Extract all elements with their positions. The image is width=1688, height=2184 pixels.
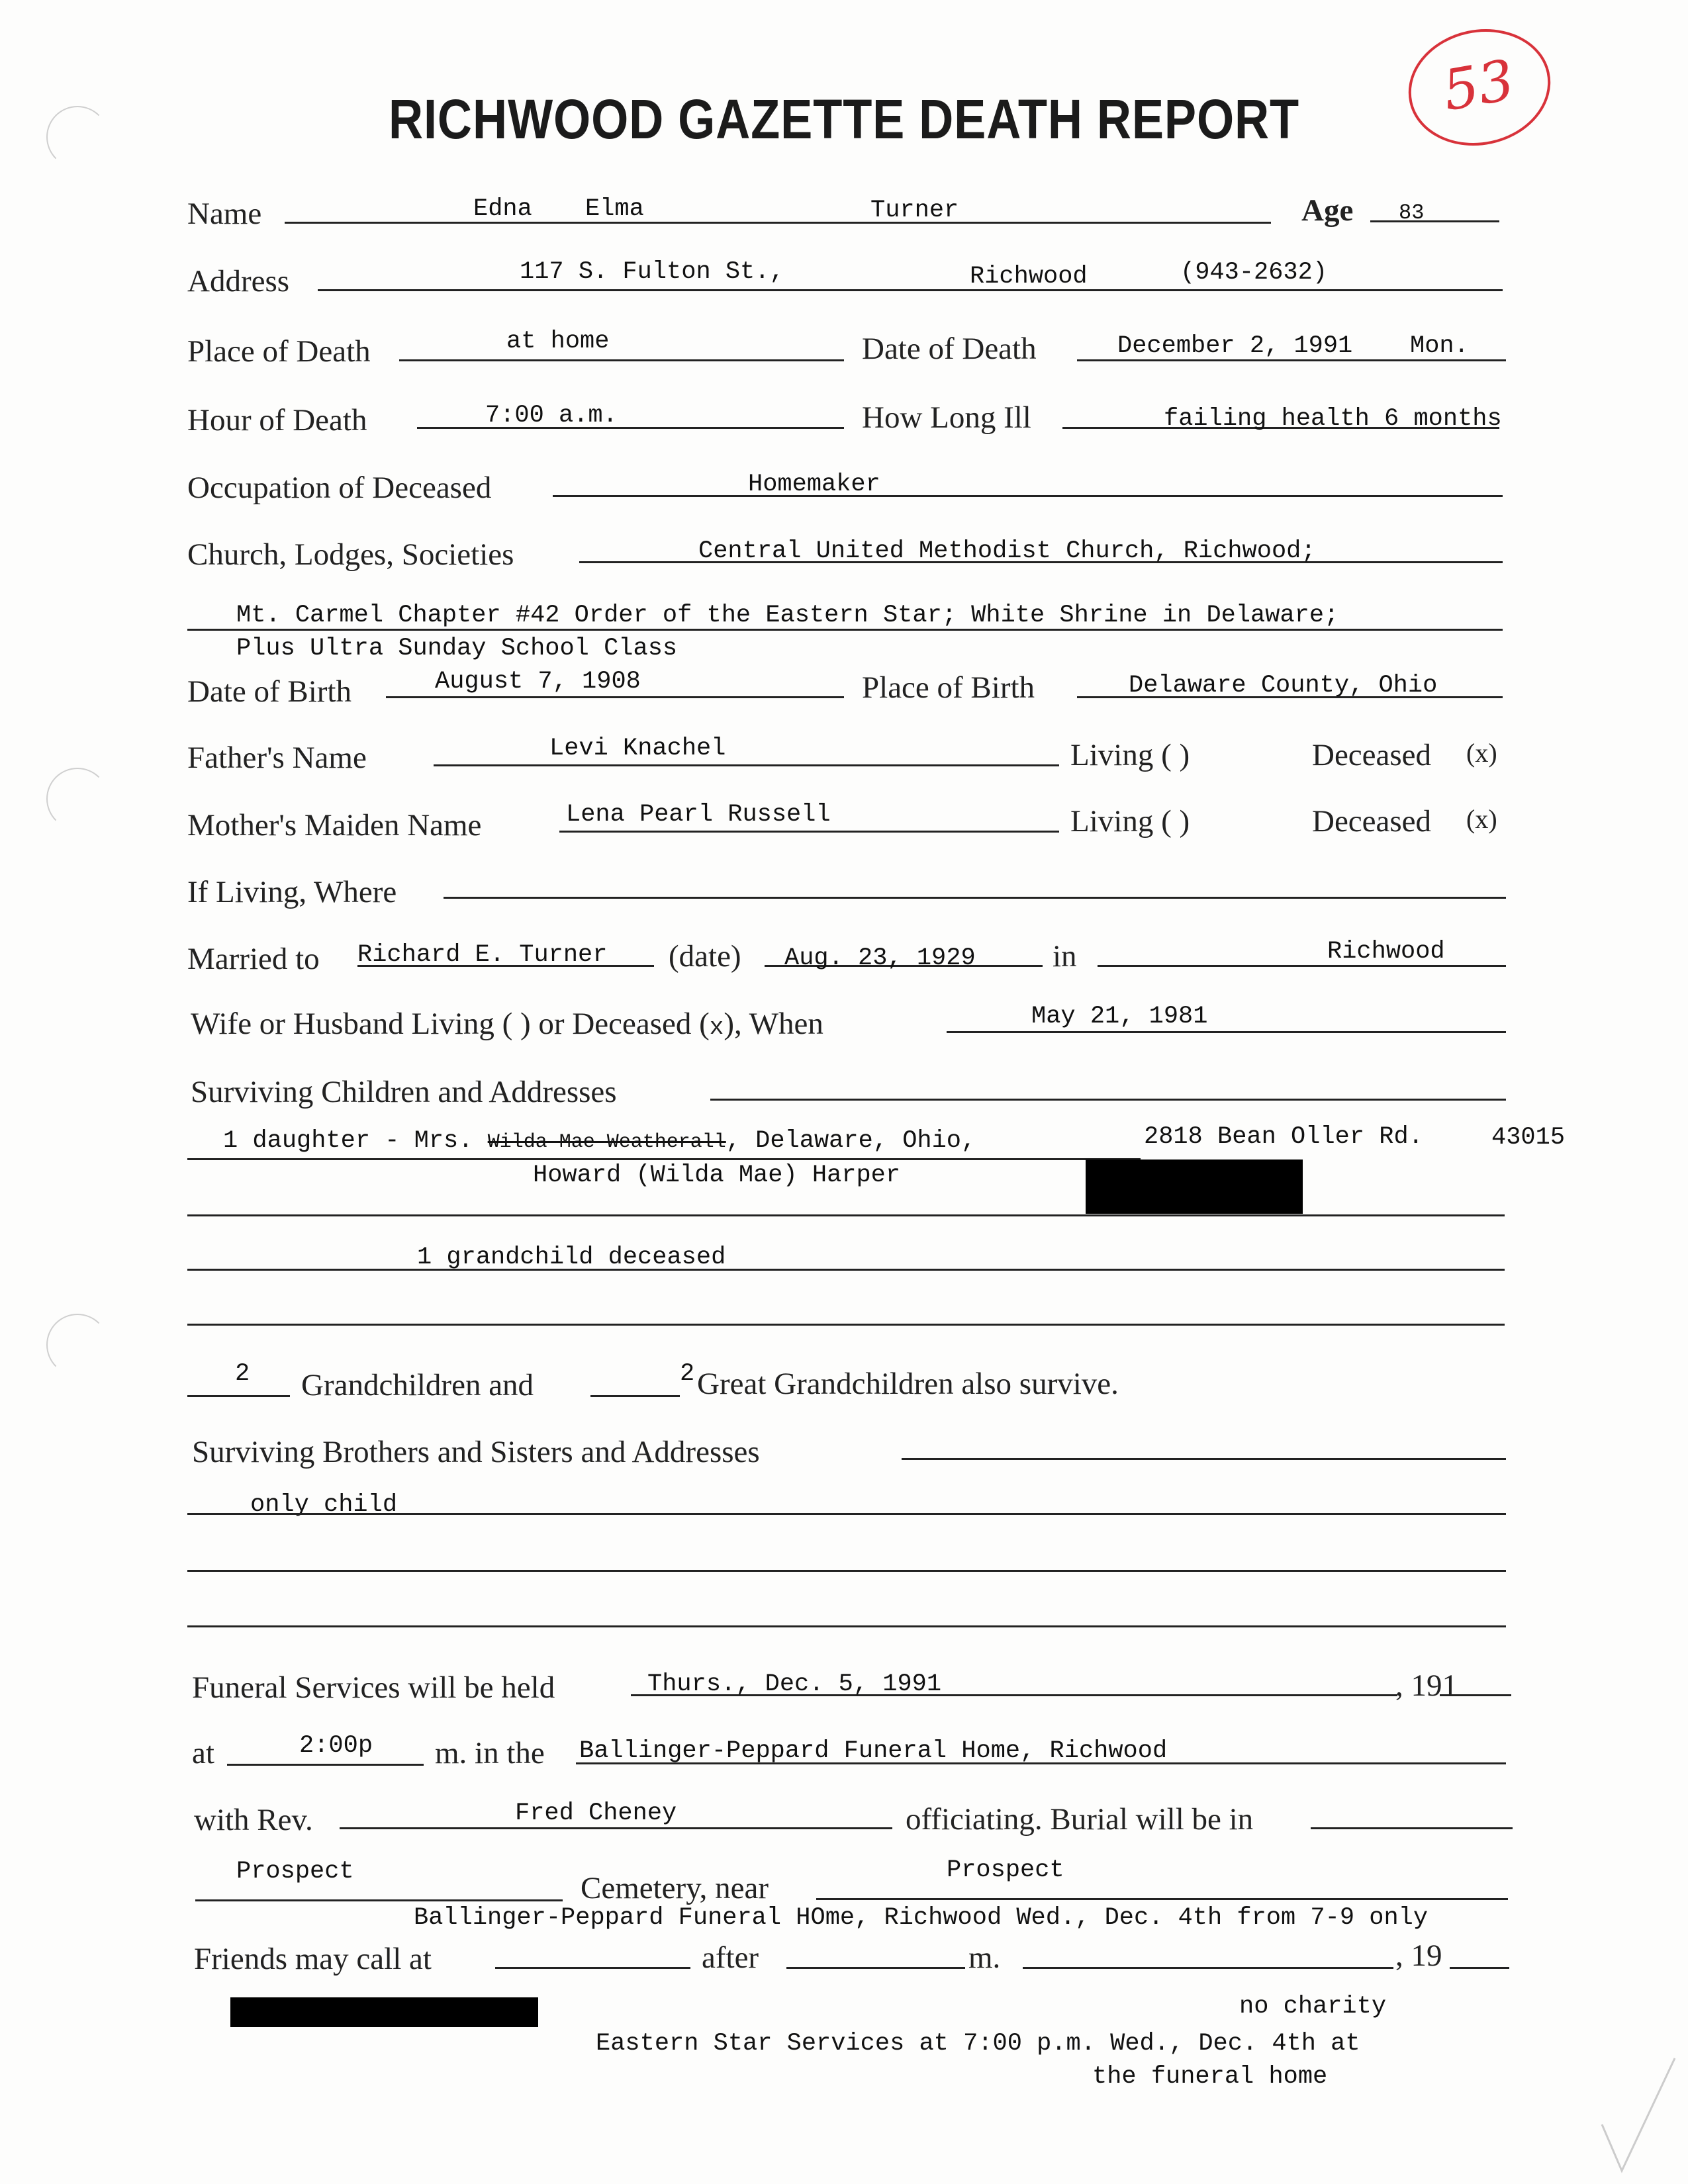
marriage-date-value: Aug. 23, 1929 [784,944,976,972]
redaction-box-2 [230,1997,538,2027]
friends-call-value: Ballinger-Peppard Funeral HOme, Richwood Wed., Dec. 4th from 7-9 only [414,1904,1429,1932]
funeral-held-label: Funeral Services will be held [192,1670,555,1705]
how-long-ill-label: How Long Ill [862,400,1031,435]
phone-value: (943-2632) [1180,259,1328,287]
street-value: 117 S. Fulton St., [520,258,784,286]
after-label: after [702,1940,759,1975]
fathers-name-label: Father's Name [187,741,367,775]
age-label: Age [1301,193,1354,228]
funeral-m-in-the-label: m. in the [435,1736,545,1770]
father-living-label: Living ( ) [1070,738,1190,772]
funeral-19-label: , 191 [1395,1668,1458,1703]
children-zip: 43015 [1491,1124,1566,1152]
officiating-label: officiating. Burial will be in [906,1802,1254,1837]
friends-19-label: , 19 [1395,1938,1442,1973]
eastern-star-note-line2: the funeral home [1092,2063,1328,2091]
redaction-box-1 [1086,1160,1303,1214]
day-of-death-value: Mon. [1410,332,1469,360]
corner-fold-mark [1595,2045,1681,2177]
funeral-at-label: at [192,1736,214,1770]
church-line3-value: Plus Ultra Sunday School Class [236,635,678,662]
spouse-deceased-mark: x [709,1014,724,1041]
place-of-birth-label: Place of Birth [862,670,1035,705]
m-label: m. [968,1940,1001,1975]
mother-deceased-label: Deceased [1312,804,1432,839]
surviving-siblings-label: Surviving Brothers and Sisters and Addresses [192,1435,760,1469]
occupation-value: Homemaker [748,471,880,498]
children-address: 2818 Bean Oller Rd. [1144,1123,1423,1151]
mothers-maiden-name-value: Lena Pearl Russell [566,801,831,829]
cemetery-near-value: Prospect [947,1856,1064,1884]
friends-may-call-label: Friends may call at [194,1942,432,1976]
funeral-time-value: 2:00p [299,1732,373,1760]
funeral-location-value: Ballinger-Peppard Funeral Home, Richwood [579,1737,1168,1765]
grandchild-deceased: 1 grandchild deceased [417,1244,726,1271]
date-of-death-value: December 2, 1991 [1117,332,1353,360]
grandchildren-and-label: Grandchildren and [301,1368,534,1402]
cemetery-near-label: Cemetery, near [581,1871,769,1905]
marriage-place-value: Richwood [1327,938,1445,966]
spouse-name-value: Richard E. Turner [357,941,608,969]
married-to-label: Married to [187,942,320,976]
spouse-status-label: Wife or Husband Living ( ) or Deceased (x), When [191,1007,823,1041]
children-prefix: 1 daughter - Mrs. [223,1127,473,1155]
date-of-birth-label: Date of Birth [187,674,352,709]
church-line1-value: Central United Methodist Church, Richwood; [698,537,1316,565]
marriage-date-label: (date) [669,939,741,974]
grandchildren-count: 2 [235,1360,250,1388]
church-label: Church, Lodges, Societies [187,537,514,572]
great-grandchildren-count: 2 [680,1360,695,1388]
surviving-children-label: Surviving Children and Addresses [191,1075,617,1109]
first-name-value: Edna [473,195,532,223]
date-of-birth-value: August 7, 1908 [435,668,641,696]
church-line2-value: Mt. Carmel Chapter #42 Order of the Eastern Star; White Shrine in Delaware; [236,602,1339,629]
middle-name-value: Elma [585,195,644,223]
if-living-where-label: If Living, Where [187,875,397,909]
mothers-maiden-name-label: Mother's Maiden Name [187,808,482,842]
eastern-star-note-line1: Eastern Star Services at 7:00 p.m. Wed., Dec. 4th at [596,2030,1360,2058]
children-name-correction: Howard (Wilda Mae) Harper [533,1161,901,1189]
marriage-in-label: in [1053,939,1077,974]
spouse-death-date-value: May 21, 1981 [1031,1003,1208,1030]
date-of-death-label: Date of Death [862,332,1037,366]
how-long-ill-value: failing health 6 months [1164,405,1502,433]
mother-deceased-mark: (x) [1466,804,1497,834]
punch-hole-middle [46,768,109,830]
no-charity-note: no charity [1239,1993,1387,2021]
father-deceased-mark: (x) [1466,738,1497,768]
occupation-label: Occupation of Deceased [187,471,492,505]
place-of-birth-value: Delaware County, Ohio [1129,672,1438,700]
name-label: Name [187,197,262,231]
punch-hole-bottom [46,1314,109,1376]
siblings-value: only child [250,1491,398,1519]
address-label: Address [187,264,290,298]
last-name-value: Turner [870,197,959,224]
rev-name-value: Fred Cheney [515,1799,677,1827]
punch-hole-top [46,106,109,168]
fathers-name-value: Levi Knachel [549,735,726,762]
father-deceased-label: Deceased [1312,738,1432,772]
hour-of-death-label: Hour of Death [187,403,367,437]
form-title: RICHWOOD GAZETTE DEATH REPORT [388,88,1300,150]
mother-living-label: Living ( ) [1070,804,1190,839]
burial-cemetery-value: Prospect [236,1858,354,1886]
great-grandchildren-label: Great Grandchildren also survive. [697,1367,1119,1401]
children-struck-name: Wilda Mae Weatherall [487,1131,726,1154]
place-of-death-value: at home [506,328,610,355]
page-number: 53 [1438,47,1519,124]
age-value: 83 [1399,201,1425,225]
children-city: , Delaware, Ohio, [726,1127,976,1155]
funeral-date-value: Thurs., Dec. 5, 1991 [647,1670,942,1698]
city-value: Richwood [970,263,1088,291]
hour-of-death-value: 7:00 a.m. [485,402,618,430]
place-of-death-label: Place of Death [187,334,371,369]
children-row [223,1129,976,1154]
with-rev-label: with Rev. [194,1803,313,1837]
